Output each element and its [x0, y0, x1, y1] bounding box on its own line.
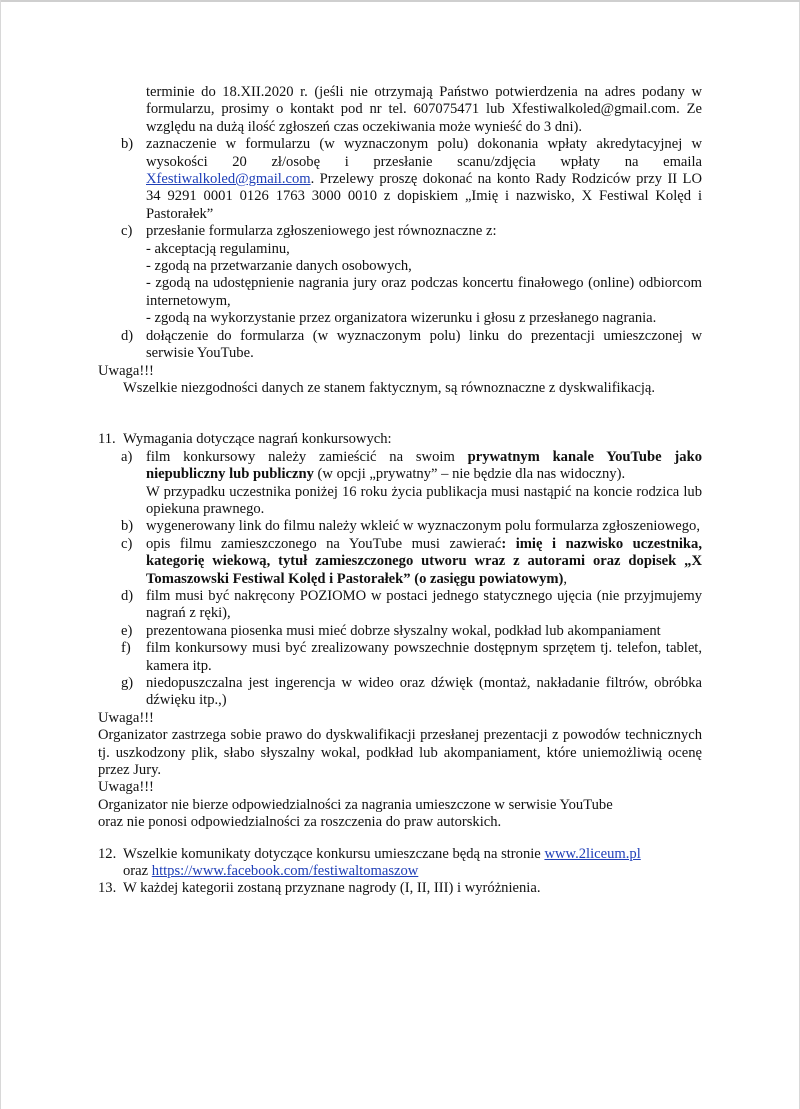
email-link[interactable]: Xfestiwalkoled@gmail.com: [146, 171, 311, 188]
warning-text-3-line-1: Organizator nie bierze odpowiedzialności za nagrania umieszczone w serwisie YouTube: [98, 796, 613, 813]
item-b-text-2: . Przelewy proszę dokonać na konto Rady Rodziców przy II LO 34 9291 0001 0126 1763 3000 0010 z dopiskiem „Imię i nazwisko, X Festiwal Kolęd i Pastorałek”: [146, 171, 702, 222]
item-b: [98, 136, 702, 223]
section-11-title: Wymagania dotyczące nagrań konkursowych:: [123, 431, 392, 448]
facebook-link[interactable]: https://www.facebook.com/festiwaltomaszow: [151, 863, 419, 880]
item-b-text-1: zaznaczenie w formularzu (w wyznaczonym polu) dokonania wpłaty akredytacyjnej w wysokości 20 zł/osobę i przesłanie scanu/zdjęcia wpłaty na emaila: [146, 136, 702, 170]
req-a-note: W przypadku uczestnika poniżej 16 roku życia publikacja musi nastąpić na koncie rodzica lub opiekuna prawnego.: [146, 483, 702, 517]
section-12-text-2: oraz: [123, 863, 152, 880]
warning-text-2: Organizator zastrzega sobie prawo do dyskwalifikacji przesłanej prezentacji z powodów technicznych tj. uszkodzony plik, słabo słyszalny wokal, podkład lub akompaniament, które uniemożliwią ocenę przez Jury.: [98, 727, 702, 779]
spacer: [98, 397, 702, 431]
warning-1: [98, 380, 702, 397]
item-a-text: terminie do 18.XII.2020 r. (jeśli nie otrzymają Państwo potwierdzenia na adres podany w formularzu, prosimy o kontakt pod nr tel. 607075471 lub Xfestiwalkoled@gmail.com. Ze względu na dużą ilość zgłoszeń czas oczekiwania może wynieść do 3 dni).: [146, 84, 702, 135]
req-f-label: f): [121, 640, 131, 657]
section-12-line-1: [123, 846, 702, 863]
req-b-label: b): [121, 518, 134, 535]
req-g-text: niedopuszczalna jest ingerencja w wideo oraz dźwięk (montaż, nakładanie filtrów, obróbka dźwięku itp.,): [146, 675, 702, 709]
item-a-continuation: [98, 84, 702, 136]
item-d-text: dołączenie do formularza (w wyznaczonym polu) linku do prezentacji umieszczonej w serwisie YouTube.: [146, 327, 702, 362]
req-c: [98, 536, 702, 588]
warning-text-1: Wszelkie niezgodności danych ze stanem faktycznym, są równoznaczne z dyskwalifikacją.: [123, 379, 656, 396]
warning-title-2: Uwaga!!!: [98, 709, 154, 726]
section-12-line-2: [123, 863, 702, 880]
req-a-text-2: (w opcji „prywatny” – nie będzie dla nas widoczny).: [313, 466, 626, 483]
req-g: [98, 675, 702, 710]
section-13-number: 13.: [98, 880, 117, 897]
req-e-text: prezentowana piosenka musi mieć dobrze słyszalny wokal, podkład lub akompaniament: [146, 622, 661, 639]
item-c-label: c): [121, 223, 133, 240]
req-a: [98, 449, 702, 519]
req-c-label: c): [121, 535, 133, 552]
item-b-text: [146, 136, 702, 223]
req-c-text-2: ,: [563, 570, 568, 587]
req-f: [98, 640, 702, 675]
req-a-bold: prywatnym kanale YouTube jako niepubliczny lub publiczny: [146, 448, 702, 483]
section-12: [98, 846, 702, 881]
website-link[interactable]: www.2liceum.pl: [544, 845, 641, 862]
spacer: [98, 832, 702, 846]
req-c-bold: : imię i nazwisko uczestnika, kategorię wiekową, tytuł zamieszczonego utworu wraz z autorami oraz dopisek „X Tomaszowski Festiwal Kolęd i Pastorałek” (o zasięgu powiatowym): [146, 535, 702, 587]
req-d: [98, 588, 702, 623]
req-c-text-1: opis filmu zamieszczonego na YouTube musi zawierać: [146, 535, 502, 552]
item-d: [98, 328, 702, 363]
section-11-heading: [98, 431, 702, 448]
item-c-line-1: - akceptacją regulaminu,: [146, 240, 290, 257]
req-a-text-1: film konkursowy należy zamieścić na swoim: [146, 448, 468, 465]
req-e-label: e): [121, 622, 133, 639]
req-e: [98, 623, 702, 640]
req-c-text: [146, 536, 702, 588]
req-g-label: g): [121, 675, 134, 691]
warning-text-3-line-2: oraz nie ponosi odpowiedzialności za roszczenia do praw autorskich.: [98, 814, 502, 831]
page-top-border: [1, 0, 800, 2]
warning-title-3: Uwaga!!!: [98, 779, 154, 796]
req-a-label: a): [121, 448, 133, 465]
section-12-number: 12.: [98, 845, 117, 862]
item-b-label: b): [121, 136, 134, 153]
section-13: [98, 880, 702, 897]
warning-title-1: Uwaga!!!: [98, 362, 154, 379]
section-13-text: W każdej kategorii zostaną przyznane nagrody (I, II, III) i wyróżnienia.: [123, 880, 541, 897]
req-b: [98, 518, 702, 535]
req-a-text: [146, 449, 702, 484]
item-c-intro: przesłanie formularza zgłoszeniowego jest równoznaczne z:: [146, 223, 497, 240]
req-b-text: wygenerowany link do filmu należy wkleić w wyznaczonym polu formularza zgłoszeniowego,: [146, 518, 700, 535]
req-d-label: d): [121, 587, 134, 604]
req-d-text: film musi być nakręcony POZIOMO w postaci jednego statycznego ujęcia (nie przyjmujemy nagrań z ręki),: [146, 587, 702, 622]
item-c-line-3: - zgodą na udostępnienie nagrania jury oraz podczas koncertu finałowego (online) odbiorcom internetowym,: [146, 275, 702, 309]
item-d-label: d): [121, 327, 134, 344]
section-11-number: 11.: [98, 431, 116, 448]
req-f-text: film konkursowy musi być zrealizowany powszechnie dostępnym sprzętem tj. telefon, tablet, kamera itp.: [146, 640, 702, 674]
section-12-text-1: Wszelkie komunikaty dotyczące konkursu umieszczane będą na stronie: [123, 845, 545, 862]
item-c-line-4: - zgodą na wykorzystanie przez organizatora wizerunku i głosu z przesłanego nagrania.: [146, 310, 657, 327]
item-c-line-2: - zgodą na przetwarzanie danych osobowych,: [146, 258, 412, 275]
item-c: [98, 223, 702, 327]
document-body: [98, 84, 702, 898]
